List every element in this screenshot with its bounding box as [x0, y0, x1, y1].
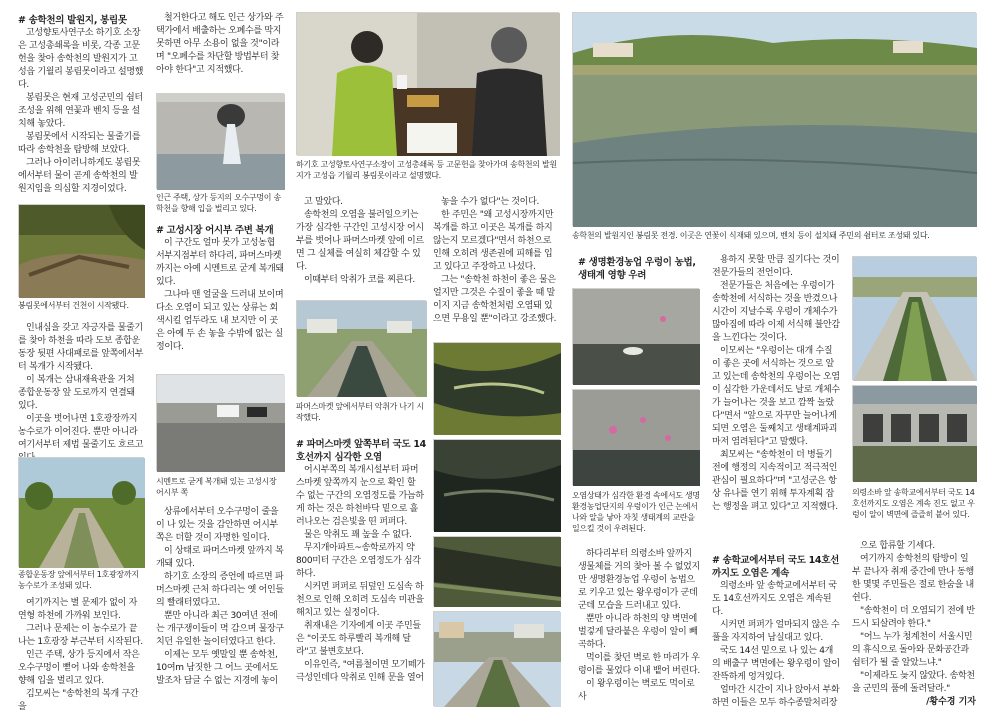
article-col2-mid	[156, 222, 284, 368]
paragraph: 의령소바 앞 송학교에서부터 국도 14호선까지도 오염은 계속된다.	[712, 581, 837, 617]
section-heading-snail: # 생명환경농업 우렁이 농법, 생태계 영향 우려	[578, 257, 696, 281]
paragraph: 먹이를 찾던 벽로 한 마리가 우렁이를 물었다 이내 뱉어 버린다.	[578, 653, 700, 676]
article-col5-heading	[578, 254, 700, 284]
paragraph: 놓을 수가 없다"는 것이다.	[441, 197, 540, 207]
photo-caption: 하기호 고성향토사연구소장이 고성총쇄록 등 고문헌을 찾아가며 송학천의 발원지가 고성읍 기월리 봉림못이라고 설명했다.	[296, 160, 557, 180]
paragraph: 뿐만 아니라 최근 30여년 전에는 개구쟁이들이 멱 감으며 물장구치던 유일한 놀이터였다고 한다.	[156, 611, 284, 647]
paragraph: 이 복개는 삼내재육관을 거쳐 종합운동장 앞 도로까지 연결돼 있다.	[18, 375, 135, 411]
photo-caption: 의령소바 앞 송학교에서부터 국도 14호선까지도 오염은 계속 진도 없고 우렁이 알이 벽면에 즐즐히 붙어 있다.	[852, 488, 975, 519]
paragraph: 으로 합류할 기세다.	[860, 541, 935, 551]
paragraph: 시커먼 퍼퍼로 뒤덮인 도심속 하천으로 인해 오히려 도심속 미관을 해치고 있는 실정이다.	[296, 582, 424, 618]
photo-culvert	[852, 385, 976, 481]
paragraph: 상류에서부터 오수구멍이 줄을 이 나 있는 것을 감안하면 어시부 쪽은 더할 것이 자명한 일이다.	[156, 507, 279, 543]
paragraph: 고 말았다.	[304, 197, 343, 207]
paragraph: 물은 악취도 꽤 높을 수 없다.	[304, 530, 412, 540]
paragraph: 이 구간도 얼마 못가 고성농협 서부지점부터 하다리, 파머스마켓까지는 아예 시멘트로 굳게 복개돼 있다.	[156, 238, 284, 287]
paragraph: 뿐만 아니라 하천의 양 벽면에 벌겋게 달라붙은 우렁이 알이 빼곡하다.	[578, 614, 698, 650]
paragraph: 철거한다고 해도 인근 상가와 주택가에서 배출하는 오폐수를 막지 못하면 아무 소용이 없을 것"이라며 "오폐수를 차단할 방법부터 찾아야 한다"고 지적했다.	[156, 13, 284, 75]
section-heading-origin: # 송학천의 발원지, 봉림못	[18, 15, 127, 26]
paragraph: 하기호 소장의 증언에 따르면 파머스마켓 근처 하다리는 옛 어인들의 빨래터였다고.	[156, 572, 284, 608]
article-col1-bottom	[18, 597, 144, 712]
paragraph: 국도 14선 밑으로 나 있는 4개의 배출구 벽면에는 왕우렁이 알이 잔뜩하게 엉겨있다.	[712, 646, 840, 682]
article-col6-bottom	[712, 552, 840, 709]
paragraph: 여기까지는 별 문제가 없이 자연형 하천에 가까워 보인다.	[18, 598, 137, 621]
article-col2-bottom	[156, 506, 284, 709]
section-heading-pollution: # 파머스마켓 앞쪽부터 국도 14호선까지 심각한 오염	[296, 439, 426, 463]
photo-polluted-water-3	[433, 536, 560, 606]
paragraph: 용하지 못할 만큼 질기다는 것이 전문가들의 전언이다.	[712, 255, 840, 278]
paragraph: 인내심을 갖고 자긍자를 물줄기를 찾아 하천을 따라 도보 종합운동장 뒷편 사대패로를 앞쪽에서부터 복개가 시작됐다.	[18, 323, 144, 372]
photo-caption: 송학천의 발원지인 봉림못 전경. 이곳은 연꽃이 식재돼 있으며, 벤치 등이 설치돼 주민의 쉼터로 조성돼 있다.	[572, 231, 930, 240]
paragraph: 전문가들은 처음에는 우렁이가 송학천에 서식하는 것을 반겼으나 시간이 지날수록 우렁이 개체수가 많아짐에 따라 이제 서식해 불안감을 느낀다는 것이다.	[712, 281, 840, 343]
paragraph: 이 상태로 파머스마켓 앞까지 복개돼 있다.	[156, 546, 284, 569]
photo-covered-road	[156, 374, 284, 471]
photo-pond-panorama	[572, 12, 976, 226]
photo-interview	[296, 12, 559, 155]
section-heading-market: # 고성시장 어시부 주변 복개	[156, 225, 274, 236]
photo-caption: 종합운동장 앞에서부터 1호광장까지 농수로가 조성돼 있다.	[18, 570, 139, 590]
article-col2-top	[156, 12, 284, 90]
paragraph: 어시부쪽의 복개시설부터 파머스마켓 앞쪽까지 눈으로 확인 할 수 없는 구간의 오염정도를 가늠하게 하는 것은 하천바닥 밑으로 흘러나오는 검은빛을 띤 퍼퍼다.	[296, 465, 424, 527]
paragraph: "이제라도 늦지 않았다. 송학천을 군민의 품에 돌려달라."	[852, 671, 975, 694]
article-col6-top	[712, 254, 840, 544]
photo-caption: 시멘트로 굳게 복개돼 있는 고성시장 어시부 쪽	[156, 477, 277, 497]
paragraph: 이유인즉, "여름철이면 모기떼가 극성인데다 악취로 인해 문을 열어	[296, 660, 425, 683]
paragraph: 인근 주택, 상가 등지에서 작은 오수구멍이 뻗어 나와 송학천을 향해 입을 벌리고 있다.	[18, 650, 140, 686]
paragraph: 한 주민은 "왜 고성시장까지만 복개를 하고 이곳은 복개를 하지 않는지 모르겠다"면서 하천으로 인해 오히려 생존권에 피해를 입고 있다고 주장하고 나섰다.	[433, 210, 554, 272]
section-heading-route14: # 송학교에서부터 국도 14호선까지도 오염은 계속	[712, 555, 839, 579]
paragraph: 이때부터 악취가 코를 찌른다.	[304, 275, 415, 285]
photo-market-stream	[296, 300, 426, 396]
photo-polluted-water-2	[433, 439, 560, 531]
paragraph: 그러나 문제는 이 농수로가 끝나는 1호광장 부근부터 시작된다.	[18, 624, 143, 647]
photo-snail-wall-1	[572, 288, 699, 384]
article-col7-bottom	[852, 540, 976, 692]
photo-snail-wall-2	[572, 389, 699, 485]
paragraph: 최모씨는 "송학천이 더 병들기 전에 행정의 지속적이고 적극적인 관심이 필요하다"며 "고성군은 항상 유나를 연기 위해 투자계획 잡는 행정을 펴고 있다"고 지적했다.	[712, 450, 838, 512]
article-col1-mid	[18, 322, 144, 452]
paragraph: 봉림못에서 시작되는 물줄기를 따라 송학천을 탐방해 보았다.	[18, 132, 141, 155]
paragraph: 이 왕우렁이는 벽로도 먹이로 사	[578, 679, 695, 702]
paragraph: 송학천의 오염을 불러일으키는 가장 심각한 구간인 고성시장 어시부를 벗어나 파머스마켓 앞에 이르면 그 실체를 여실히 체감할 수 있다.	[296, 210, 424, 272]
paragraph: "어느 누가 청계천이 서울시민의 휴식으로 돌아와 문화공간과 쉼터가 될 줄 알았느냐."	[852, 632, 973, 668]
photo-drain-pipe	[156, 93, 284, 189]
paragraph: 시커먼 퍼퍼가 얼마되지 않은 수풀을 자지하여 남실대고 있다.	[712, 620, 840, 643]
paragraph: 봉림못은 현재 고성군민의 쉼터조성을 위해 연꽃과 벤치 등을 설치해 놓았다.	[18, 93, 143, 129]
photo-caption: 봉림못에서부터 건천이 시작됐다.	[18, 301, 129, 310]
paragraph: 취재내은 기자에게 이곳 주민들은 "이곳도 하루빨리 복개해 달라"고 불변호보다.	[296, 621, 421, 657]
photo-caption: 파머스마켓 앞에서부터 악취가 나기 시작했다.	[296, 402, 424, 422]
article-col3-bottom	[296, 436, 426, 709]
photo-caption: 오염상태가 심각한 환경 속에서도 생명환경농업단지의 우렁이가 인근 논에서 나와 알을 낳아 자칫 생태계의 교란을 일으킬 것이 우려된다.	[572, 491, 700, 533]
paragraph: 하다리부터 의령소바 앞까지 생물체를 거의 찾아 볼 수 없었지만 생명환경농업 우렁이 농법으로 키우고 있는 왕우렁이가 군데군데 모습을 드러내고 있다.	[578, 549, 700, 611]
paragraph: "송학천이 더 오염되기 전에 반드시 되살려야 한다."	[852, 606, 975, 629]
paragraph: 이제는 모두 옛말일 뿐 송학천, 10여m 남짓한 그 어느 곳에서도 발조차 담글 수 없는 지경에 놓이	[156, 650, 278, 686]
photo-caption: 인근 주택, 상가 등지의 오수구멍이 송학천을 향해 입을 벌리고 있다.	[156, 193, 281, 213]
article-col4-top	[433, 196, 560, 336]
paragraph: 그나마 맨 얼굴을 드러내 보이며 다소 오염이 되고 있는 상류는 회색시킬 엄두라도 내 보지만 이 곳은 아예 두 손 놓을 수밖에 없는 실정이다.	[156, 290, 284, 352]
paragraph: 그는 "송학천 하천이 좋은 물은 얼지만 그것은 수질이 좋을 때 말이지 지금 송학천처럼 오염돼 있으면 무용일 뿐"이라고 강조했다.	[433, 275, 557, 324]
article-col1-top	[18, 12, 144, 198]
paragraph: 김모씨는 "송학천의 복개 구간을	[18, 689, 139, 712]
photo-stream-houses	[433, 611, 560, 706]
paragraph: 그러나 아이러니하게도 봉림못에서부터 물이 곧게 송학천의 발원지임을 의심할 지경이었다.	[18, 158, 141, 194]
paragraph: 무지개아파트~송학로까지 약 800미터 구간은 오염정도가 심각하다.	[296, 543, 421, 579]
article-col3-top	[296, 196, 426, 296]
photo-channel	[852, 256, 976, 380]
photo-dry-stream	[18, 204, 144, 297]
reporter-byline: /황수경 기자	[926, 697, 976, 707]
paragraph: 여기까지 송학천의 탐방이 일부 끝나자 취재 중간에 만나 동행한 몇몇 주민들은 절로 한숨을 내쉰다.	[852, 554, 974, 603]
photo-canal	[18, 457, 144, 567]
article-col5-mid	[578, 548, 700, 709]
paragraph: 얼마간 시간이 지나 앉아서 부화하면 이들은 모두 하수종말처리장	[712, 685, 840, 708]
photo-polluted-water-1	[433, 342, 560, 434]
paragraph: 고성향토사연구소 하기호 소장은 고성총쇄록을 비롯, 각종 고문헌을 찾아 송학천의 발원지가 고성읍 기월리 봉림못이라고 설명했다.	[18, 28, 144, 90]
paragraph: 이모씨는 "우렁이는 대개 수질이 좋은 곳에 서식하는 것으로 알고 있는데 송학천의 우렁이는 오염이 심각한 가운데서도 날로 개체수가 늘어나는 것을 보고 깜짝 놀랐다"면서 "앞으로 자꾸만 늘어나게 되면 오염은 둘째치고 생태계파괴마저 염려된다"고 말했다.	[712, 346, 840, 447]
paragraph: 이곳을 벗어나면 1호광장까지 농수로가 이어진다. 뿐만 아니라 여기서부터 제법 물줄기도 흐르고	[18, 414, 144, 450]
